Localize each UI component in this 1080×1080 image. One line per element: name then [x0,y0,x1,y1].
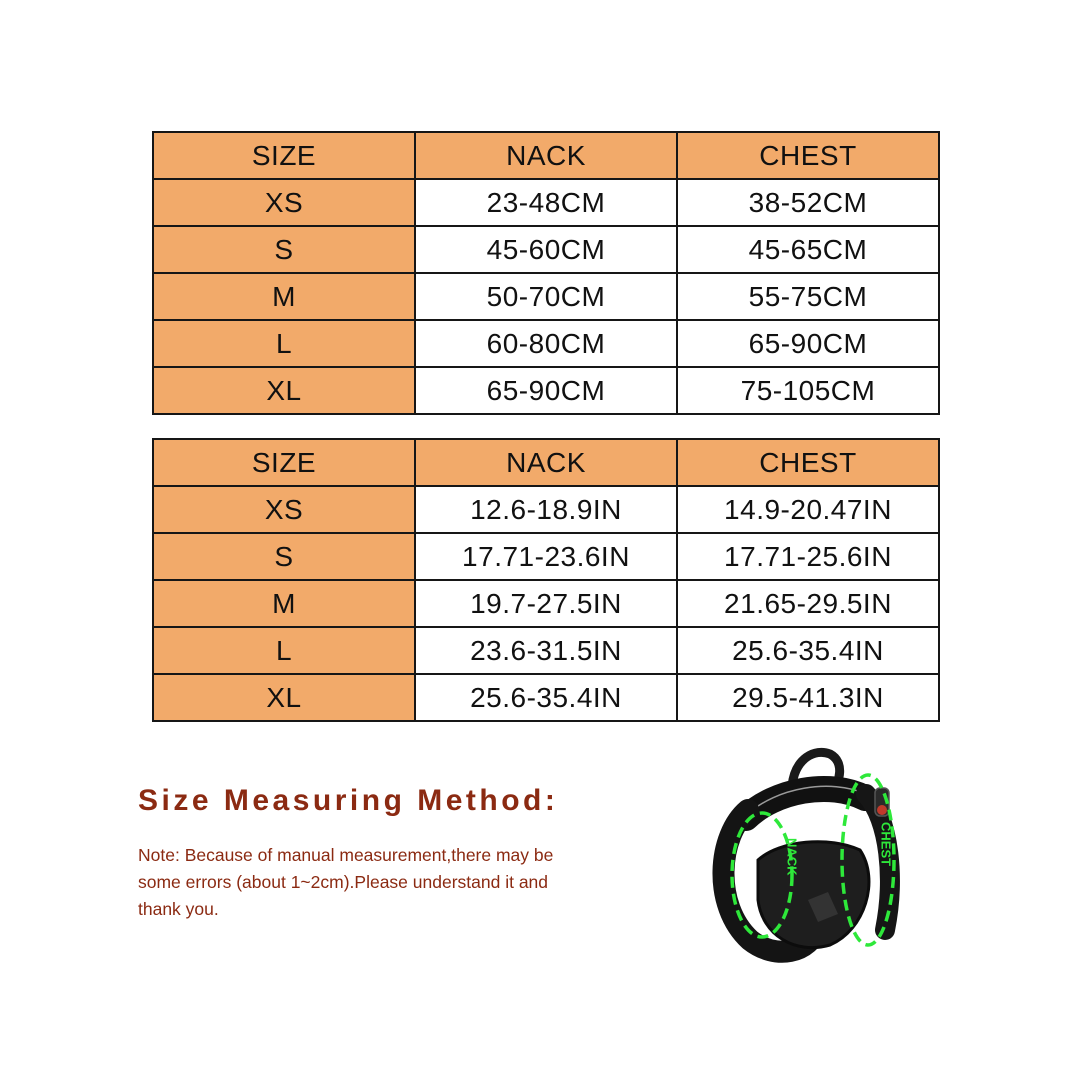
nack-cell: 17.71-23.6IN [415,533,677,580]
header-nack: NACK [415,132,677,179]
size-cell: L [153,320,415,367]
nack-cell: 25.6-35.4IN [415,674,677,721]
chest-cell: 75-105CM [677,367,939,414]
chest-cell: 29.5-41.3IN [677,674,939,721]
table-row [153,226,939,273]
chest-cell: 25.6-35.4IN [677,627,939,674]
nack-cell: 50-70CM [415,273,677,320]
header-size: SIZE [153,132,415,179]
dog-harness-icon [680,740,950,970]
chest-label: CHEST [878,822,894,867]
size-cell: L [153,627,415,674]
method-note: Note: Because of manual measurement,there may be some errors (about 1~2cm).Please understand it and thank you. [138,845,554,919]
chest-cell: 45-65CM [677,226,939,273]
size-cell: M [153,273,415,320]
table-row [153,674,939,721]
nack-cell: 23.6-31.5IN [415,627,677,674]
size-cell: XS [153,486,415,533]
nack-cell: 12.6-18.9IN [415,486,677,533]
table-row [153,367,939,414]
header-size: SIZE [153,439,415,486]
table-row [153,273,939,320]
nack-cell: 19.7-27.5IN [415,580,677,627]
size-table-cm [152,131,940,415]
table-body [153,439,939,721]
size-table-in [152,438,940,722]
header-chest: CHEST [677,439,939,486]
buckle-dot [877,805,887,815]
chest-cell: 55-75CM [677,273,939,320]
method-title: Size Measuring Method: [138,784,559,817]
size-cell: S [153,226,415,273]
size-cell: M [153,580,415,627]
chest-cell: 21.65-29.5IN [677,580,939,627]
nack-cell: 45-60CM [415,226,677,273]
table-row [153,179,939,226]
size-cell: XL [153,674,415,721]
size-cell: S [153,533,415,580]
header-nack: NACK [415,439,677,486]
chest-cell: 38-52CM [677,179,939,226]
table-body [153,132,939,414]
chest-cell: 65-90CM [677,320,939,367]
table-row [153,533,939,580]
header-chest: CHEST [677,132,939,179]
chest-cell: 14.9-20.47IN [677,486,939,533]
nack-label: NACK [784,838,800,876]
table-row [153,320,939,367]
chest-cell: 17.71-25.6IN [677,533,939,580]
table-header-row [153,439,939,486]
nack-cell: 65-90CM [415,367,677,414]
table-row [153,580,939,627]
table-row [153,627,939,674]
nack-cell: 23-48CM [415,179,677,226]
size-cell: XS [153,179,415,226]
table-row [153,486,939,533]
size-cell: XL [153,367,415,414]
nack-cell: 60-80CM [415,320,677,367]
table-header-row [153,132,939,179]
